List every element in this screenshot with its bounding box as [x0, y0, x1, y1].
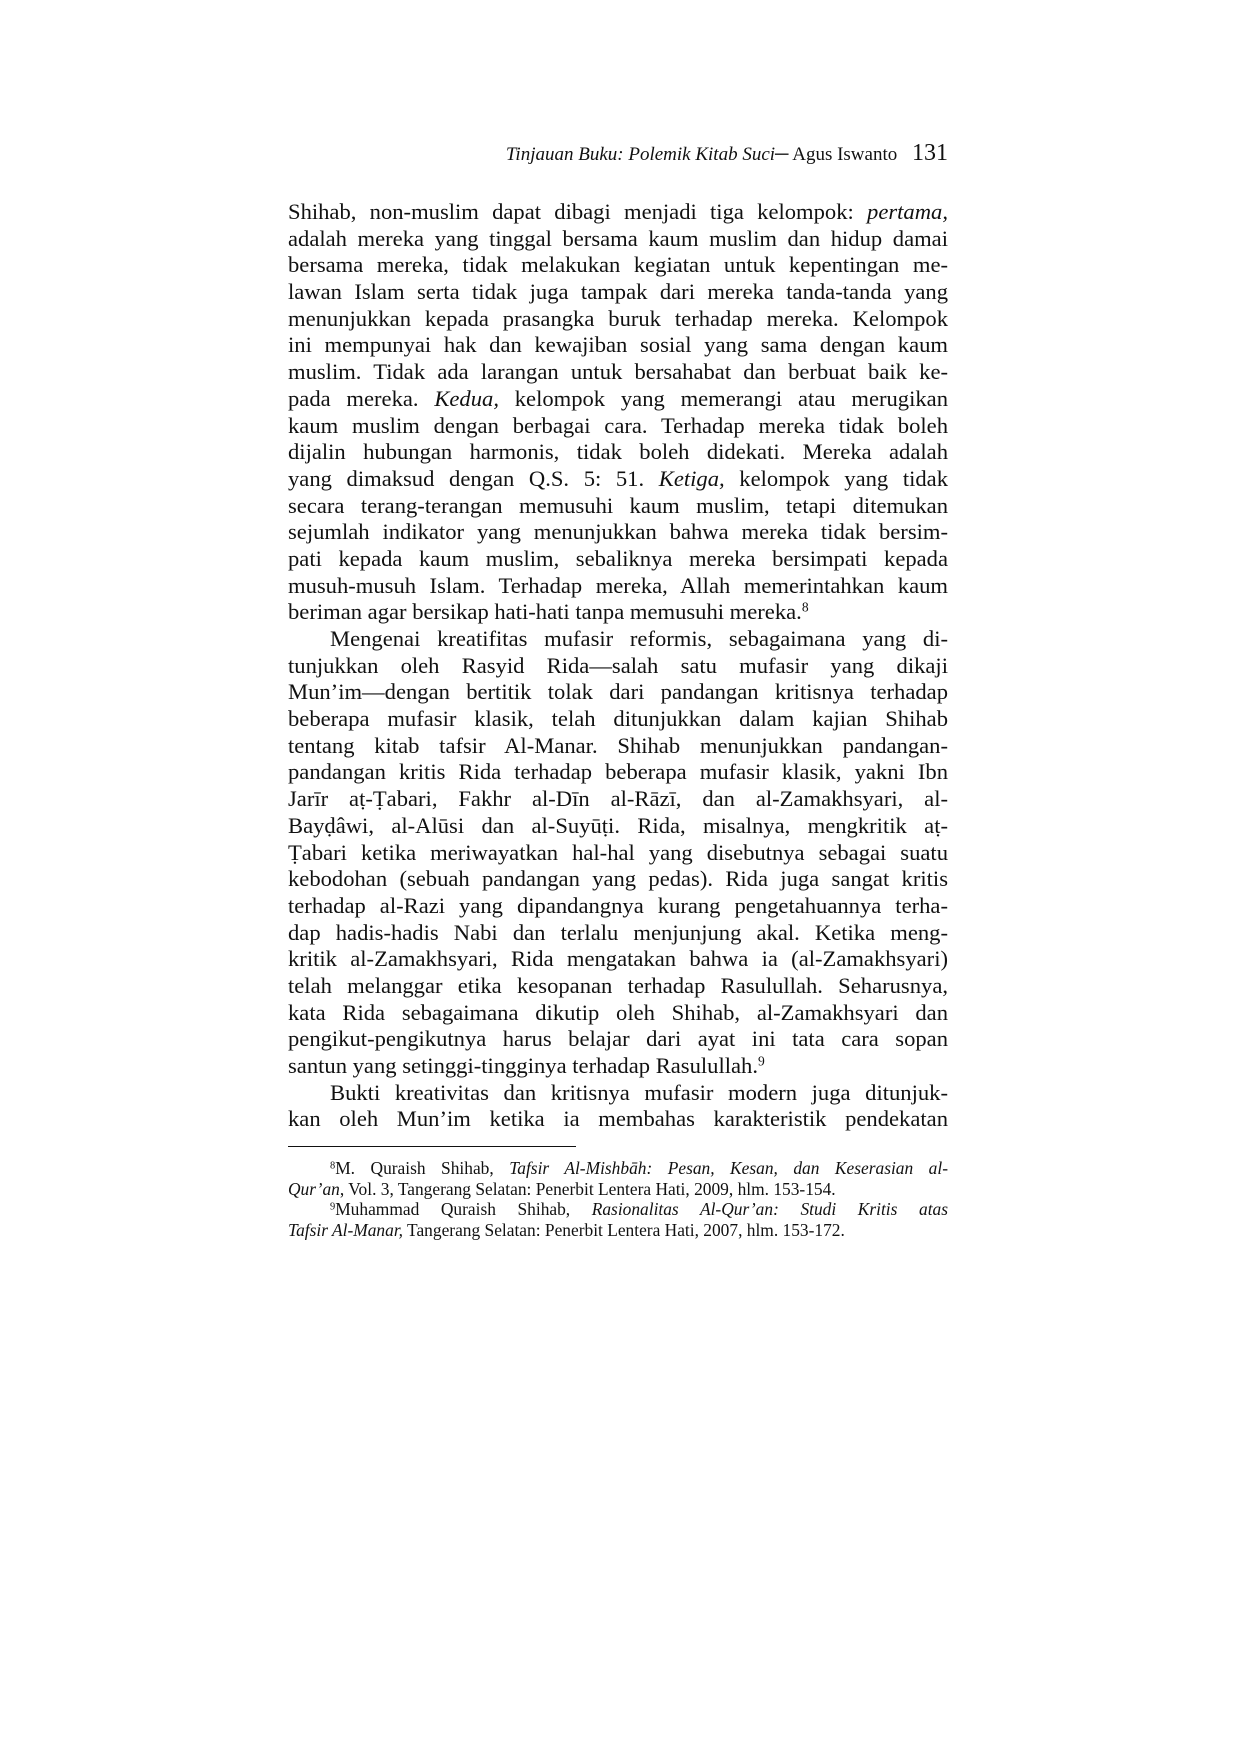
- line-text: Bukti kreativitas dan kritisnya mufasir modern juga ditunjuk-: [330, 1079, 948, 1105]
- text-line: [288, 759, 948, 786]
- footnote-line: [288, 1220, 948, 1241]
- line-text: Muhammad Quraish Shihab,: [335, 1199, 592, 1219]
- running-head-title: Tinjauan Buku: Polemik Kitab Suci: [505, 144, 776, 165]
- text-line: [288, 1053, 948, 1080]
- paragraph-1: [288, 199, 948, 626]
- text-line: [288, 599, 948, 626]
- line-text: tunjukkan oleh Rasyid Rida—salah satu mufasir yang dikaji: [288, 652, 948, 678]
- footnote-line: [288, 1199, 948, 1220]
- footnote-marker: 9: [757, 1053, 765, 1069]
- line-text: bersama mereka, tidak melakukan kegiatan untuk kepentingan me-: [288, 252, 948, 278]
- italic-text: Rasionalitas Al-Qur’an: Studi Kritis atas: [591, 1199, 948, 1219]
- paragraph-3: [288, 1080, 948, 1133]
- line-text: kelompok yang tidak: [724, 465, 948, 491]
- line-text: kelompok yang memerangi atau merugikan: [498, 385, 948, 411]
- footnote-marker: 8: [330, 1160, 336, 1172]
- text-line: [288, 1080, 948, 1107]
- text-line: [288, 519, 948, 546]
- line-text: musuh-musuh Islam. Terhadap mereka, Allah memerintahkan kaum: [288, 572, 948, 598]
- text-line: [288, 306, 948, 333]
- line-text: Mengenai kreatifitas mufasir reformis, sebagaimana yang di-: [330, 626, 948, 651]
- line-text: kata Rida sebagaimana dikutip oleh Shihab, al-Zamakhsyari dan: [288, 999, 948, 1025]
- text-line: [288, 920, 948, 947]
- text-line: [288, 866, 948, 893]
- text-line: [288, 946, 948, 973]
- running-head: [288, 140, 948, 167]
- running-head-dash: ─: [775, 144, 789, 165]
- text-line: [288, 679, 948, 706]
- line-text: pengikut-pengikutnya harus belajar dari ayat ini tata cara sopan: [288, 1026, 948, 1052]
- line-text: Bayḍâwi, al-Alūsi dan al-Suyūṭi. Rida, misalnya, mengkritik aṭ-: [288, 812, 948, 838]
- text-line: [288, 893, 948, 920]
- line-text: dap hadis-hadis Nabi dan terlalu menjunjung akal. Ketika meng-: [288, 919, 948, 945]
- text-line: [288, 546, 948, 573]
- text-line: [288, 466, 948, 493]
- text-line: [288, 279, 948, 306]
- footnote-separator: [288, 1146, 576, 1147]
- line-text: secara terang-terangan memusuhi kaum muslim, tetapi ditemukan: [288, 492, 948, 518]
- line-text: beriman agar bersikap hati-hati tanpa memusuhi mereka.: [288, 599, 802, 625]
- paragraph-2: [288, 626, 948, 1080]
- line-text: muslim. Tidak ada larangan untuk bersahabat dan berbuat baik ke-: [288, 359, 948, 385]
- line-text: M. Quraish Shihab,: [335, 1158, 510, 1178]
- italic-text: Tafsir Al-Manar,: [288, 1219, 404, 1240]
- footnote-marker: 9: [330, 1201, 336, 1213]
- footnote-8: [288, 1158, 948, 1199]
- text-line: [288, 1000, 948, 1027]
- footnote-line: [288, 1158, 948, 1179]
- italic-text: Tafsir Al-Mishbāh: Pesan, Kesan, dan Keserasian al-: [509, 1158, 948, 1178]
- italic-text: Kedua,: [434, 385, 499, 411]
- italic-text: Qur’an: [288, 1178, 340, 1199]
- line-text: dijalin hubungan harmonis, tidak boleh didekati. Mereka adalah: [288, 439, 948, 465]
- text-line: [288, 493, 948, 520]
- line-text: pati kepada kaum muslim, sebaliknya mereka bersimpati kepada: [288, 545, 948, 571]
- line-text: Shihab, non-muslim dapat dibagi menjadi tiga kelompok:: [288, 199, 868, 224]
- text-line: [288, 332, 948, 359]
- line-text: Jarīr aṭ-Ṭabari, Fakhr al-Dīn al-Rāzī, dan al-Zamakhsyari, al-: [288, 786, 948, 812]
- line-text: menunjukkan kepada prasangka buruk terhadap mereka. Kelompok: [288, 305, 948, 331]
- text-line: [288, 226, 948, 253]
- line-text: beberapa mufasir klasik, telah ditunjukkan dalam kajian Shihab: [288, 706, 948, 732]
- line-text: Tangerang Selatan: Penerbit Lentera Hati, 2007, hlm. 153-172.: [403, 1219, 845, 1240]
- footnote-line: [288, 1179, 948, 1200]
- footnote-marker: 8: [801, 599, 809, 615]
- line-text: adalah mereka yang tinggal bersama kaum muslim dan hidup damai: [288, 225, 948, 251]
- text-line: [288, 413, 948, 440]
- italic-text: Ketiga,: [658, 465, 725, 491]
- text-line: [288, 813, 948, 840]
- text-line: [288, 386, 948, 413]
- line-text: lawan Islam serta tidak juga tampak dari mereka tanda-tanda yang: [288, 279, 948, 305]
- text-line: [288, 786, 948, 813]
- line-text: Mun’im—dengan bertitik tolak dari pandangan kritisnya terhadap: [288, 679, 948, 705]
- line-text: sejumlah indikator yang menunjukkan bahwa mereka tidak bersim-: [288, 519, 948, 545]
- line-text: kaum muslim dengan berbagai cara. Terhadap mereka tidak boleh: [288, 412, 948, 438]
- footnote-9: [288, 1199, 948, 1240]
- line-text: pandangan kritis Rida terhadap beberapa mufasir klasik, yakni Ibn: [288, 759, 948, 785]
- line-text: Ṭabari ketika meriwayatkan hal-hal yang disebutnya sebagai suatu: [288, 839, 948, 865]
- line-text: terhadap al-Razi yang dipandangnya kurang pengetahuannya terha-: [288, 892, 948, 918]
- text-line: [288, 439, 948, 466]
- line-text: pada mereka.: [288, 385, 435, 411]
- text-line: [288, 359, 948, 386]
- line-text: telah melanggar etika kesopanan terhadap Rasulullah. Seharusnya,: [288, 972, 948, 998]
- text-line: [288, 252, 948, 279]
- text-line: [288, 840, 948, 867]
- text-line: [288, 626, 948, 653]
- line-text: kan oleh Mun’im ketika ia membahas karakteristik pendekatan: [288, 1106, 948, 1132]
- italic-text: pertama,: [867, 199, 948, 224]
- running-head-author: Agus Iswanto: [792, 144, 898, 165]
- text-line: [288, 973, 948, 1000]
- body-text: [288, 199, 948, 1133]
- line-text: kebodohan (sebuah pandangan yang pedas). Rida juga sangat kritis: [288, 866, 948, 892]
- line-text: kritik al-Zamakhsyari, Rida mengatakan bahwa ia (al-Zamakhsyari): [288, 946, 948, 972]
- line-text: yang dimaksud dengan Q.S. 5: 51.: [288, 465, 659, 491]
- page-number: 131: [912, 140, 948, 166]
- line-text: , Vol. 3, Tangerang Selatan: Penerbit Lentera Hati, 2009, hlm. 153-154.: [339, 1178, 836, 1199]
- text-line: [288, 706, 948, 733]
- text-line: [288, 1026, 948, 1053]
- text-line: [288, 573, 948, 600]
- line-text: santun yang setinggi-tingginya terhadap Rasulullah.: [288, 1053, 758, 1078]
- text-line: [288, 199, 948, 226]
- text-line: [288, 1106, 948, 1133]
- text-line: [288, 733, 948, 760]
- line-text: ini mempunyai hak dan kewajiban sosial yang sama dengan kaum: [288, 332, 948, 358]
- line-text: tentang kitab tafsir Al-Manar. Shihab menunjukkan pandangan-: [288, 732, 948, 758]
- text-line: [288, 653, 948, 680]
- footnotes: [288, 1158, 948, 1240]
